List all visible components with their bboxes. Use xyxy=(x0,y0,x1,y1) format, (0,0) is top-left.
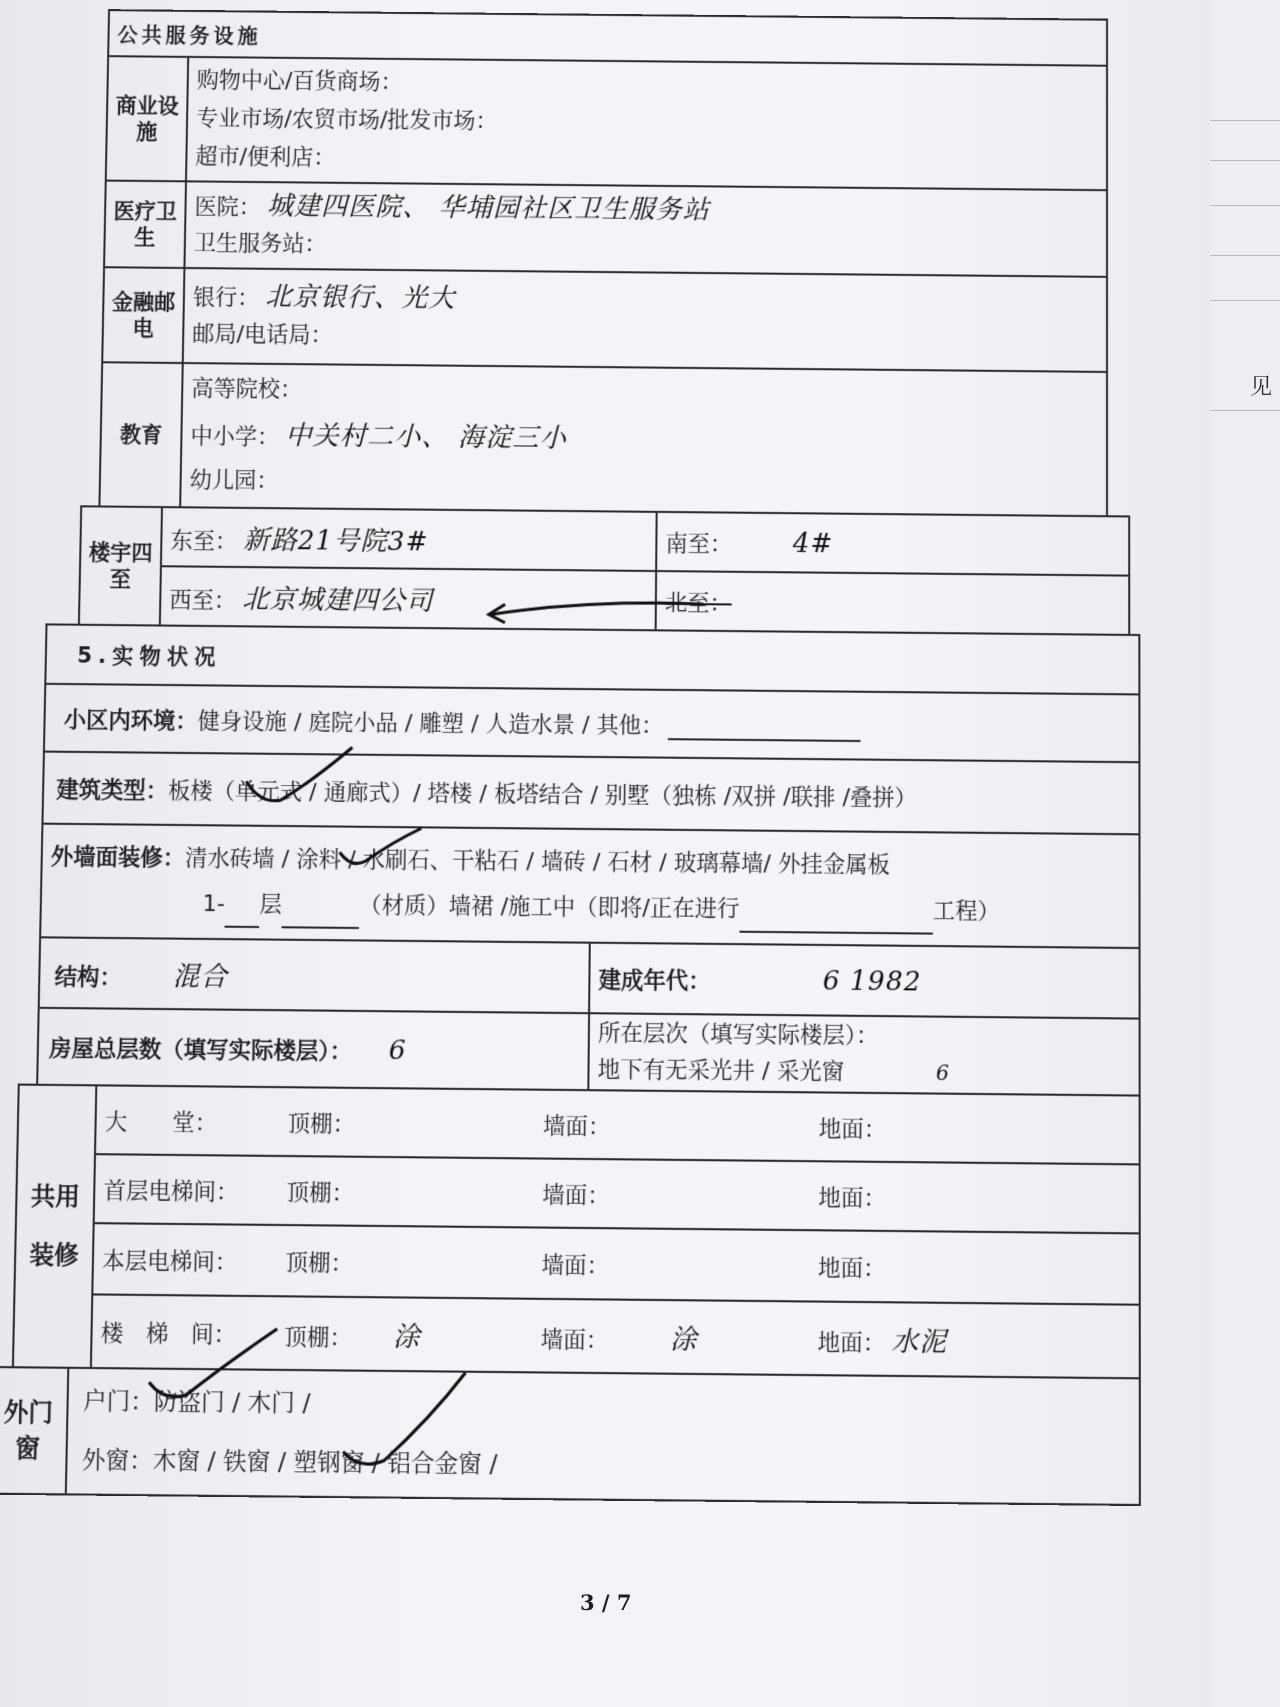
hospital-value: 城建四医院、 华埔园社区卫生服务站 xyxy=(266,191,710,226)
ceiling-label: 顶棚： xyxy=(286,1179,355,1207)
year-cell xyxy=(589,943,1139,1019)
medical-cell xyxy=(184,181,1107,277)
shared-label: 共用装修 xyxy=(13,1085,96,1368)
education-label: 教育 xyxy=(99,362,182,507)
west-value: 北京城建四公司 xyxy=(241,583,434,617)
environment-row xyxy=(44,684,1140,762)
education-cell xyxy=(180,363,1107,516)
shopping-field: 购物中心/百货商场： xyxy=(196,68,403,96)
survey-form xyxy=(0,8,1216,1643)
this-elevator-name: 本层电梯间： xyxy=(92,1223,278,1296)
boundary-label: 楼宇四至 xyxy=(79,506,162,625)
environment-options: 健身设施 / 庭院小品 / 雕塑 / 人造水景 / 其他： xyxy=(197,708,664,739)
building-type-options: 板楼（单元式 / 通廊式）/ 塔楼 / 板塔结合 / 别墅（独栋 /双拼 /联排 /叠拼） xyxy=(167,778,918,812)
total-floors-label: 房屋总层数（填写实际楼层）： xyxy=(48,1035,353,1065)
medical-label: 医疗卫生 xyxy=(104,181,186,268)
floor-label: 地面： xyxy=(817,1254,886,1282)
finance-label: 金融邮电 xyxy=(102,267,184,363)
post-field: 邮局/电话局： xyxy=(192,321,333,349)
east-cell xyxy=(161,507,657,571)
supermarket-field: 超市/便利店： xyxy=(195,144,336,171)
boundary-table xyxy=(78,505,1130,636)
ceiling-value: 涂 xyxy=(392,1321,421,1353)
west-cell xyxy=(160,566,656,630)
doors-windows-cell xyxy=(66,1368,1140,1505)
this-elevator-floor xyxy=(810,1230,1140,1305)
wall-label: 墙面： xyxy=(542,1113,611,1140)
wall-label: 墙面： xyxy=(541,1252,610,1280)
facade-row xyxy=(40,824,1139,948)
ceiling-label: 顶棚： xyxy=(284,1324,353,1352)
north-label: 北至： xyxy=(664,590,732,617)
stairwell-floor xyxy=(809,1301,1140,1378)
physical-table xyxy=(36,623,1141,1096)
wall-label: 墙面： xyxy=(542,1182,610,1209)
hospital-label: 医院： xyxy=(194,194,262,221)
facade-project: 工程） xyxy=(932,898,1000,925)
window-options: 外窗：木窗 / 铁窗 / 塑钢窗 / 铝合金窗 / xyxy=(81,1446,498,1479)
south-label: 南至： xyxy=(665,530,733,557)
wall-label: 墙面： xyxy=(540,1326,609,1354)
skylight-label: 地下有无采光井 / 采光窗 xyxy=(597,1056,845,1085)
stairwell-wall xyxy=(532,1299,810,1375)
this-elevator-wall xyxy=(533,1227,810,1301)
first-elevator-wall xyxy=(534,1158,811,1230)
doors-windows-table xyxy=(0,1366,1141,1506)
facade-material: （材质）墙裙 /施工中（即将/正在进行 xyxy=(358,892,740,923)
stairwell-name: 楼 梯 间： xyxy=(91,1294,277,1369)
door-options: 户门：防盗门 / 木门 / xyxy=(82,1387,311,1418)
structure-cell xyxy=(39,937,590,1013)
lobby-name: 大 堂： xyxy=(95,1085,280,1156)
finance-cell xyxy=(183,268,1107,372)
year-value: 6 1982 xyxy=(822,965,922,998)
market-field: 专业市场/农贸市场/批发市场： xyxy=(195,106,498,135)
floor-level-label: 所在层次（填写实际楼层）： xyxy=(597,1020,879,1049)
commercial-cell xyxy=(186,57,1107,190)
public-services-table xyxy=(98,9,1108,517)
commercial-label: 商业设施 xyxy=(106,56,188,181)
this-elevator-ceiling xyxy=(277,1225,534,1299)
floor-label: 地面： xyxy=(818,1115,887,1143)
west-label: 西至： xyxy=(169,587,237,614)
section-header: 公共服务设施 xyxy=(108,10,1107,66)
page-number: 3 / 7 xyxy=(580,1590,632,1615)
first-elevator-name: 首层电梯间： xyxy=(94,1154,279,1225)
floor-value: 水泥 xyxy=(891,1325,947,1359)
north-cell xyxy=(656,571,1130,635)
floor-label: 地面： xyxy=(818,1184,887,1212)
floor-label: 地面： xyxy=(817,1329,886,1357)
facade-floor-suffix: 层 xyxy=(259,891,283,918)
see-fragment: 见 xyxy=(1250,375,1273,400)
building-type-row xyxy=(42,752,1139,835)
school-label: 中小学： xyxy=(190,423,280,451)
building-type-label: 建筑类型： xyxy=(56,776,169,804)
lobby-wall xyxy=(534,1090,810,1162)
college-field: 高等院校： xyxy=(191,376,303,403)
structure-label: 结构： xyxy=(54,963,123,991)
floor-level-cell xyxy=(588,1013,1139,1095)
lobby-floor xyxy=(810,1092,1139,1164)
south-value: 4# xyxy=(792,527,834,559)
total-floors-cell xyxy=(37,1008,589,1090)
structure-value: 混合 xyxy=(172,960,229,993)
stairwell-ceiling xyxy=(276,1296,533,1372)
first-elevator-ceiling xyxy=(278,1156,535,1228)
east-value: 新路21号院3# xyxy=(242,524,429,558)
ceiling-label: 顶棚： xyxy=(285,1249,354,1277)
kindergarten-field: 幼儿园： xyxy=(189,467,279,494)
floor-level-value: 6 xyxy=(935,1059,950,1085)
lobby-ceiling xyxy=(279,1087,535,1158)
wall-value: 涂 xyxy=(669,1323,698,1356)
south-cell xyxy=(656,512,1129,576)
east-label: 东至： xyxy=(170,528,238,555)
doors-windows-label: 外门窗 xyxy=(0,1367,68,1494)
facade-label: 外墙面装修： xyxy=(50,844,186,872)
bank-label: 银行： xyxy=(192,285,260,312)
facade-floor-prefix: 1- xyxy=(202,891,226,918)
first-elevator-floor xyxy=(810,1161,1140,1233)
ceiling-label: 顶棚： xyxy=(287,1110,356,1138)
section5-title: 5.实物状况 xyxy=(45,624,1139,694)
total-floors-value: 6 xyxy=(388,1034,407,1066)
bank-value: 北京银行、光大 xyxy=(265,281,456,315)
shared-decoration-table xyxy=(12,1084,1141,1380)
facade-options: 清水砖墙 / 涂料 / 水刷石、干粘石 / 墙砖 / 石材 / 玻璃幕墙/ 外挂金属板 xyxy=(184,845,890,879)
health-station-field: 卫生服务站： xyxy=(193,230,327,258)
year-label: 建成年代： xyxy=(598,967,711,995)
school-value: 中关村二小、 海淀三小 xyxy=(285,420,567,455)
environment-label: 小区内环境： xyxy=(63,707,198,735)
